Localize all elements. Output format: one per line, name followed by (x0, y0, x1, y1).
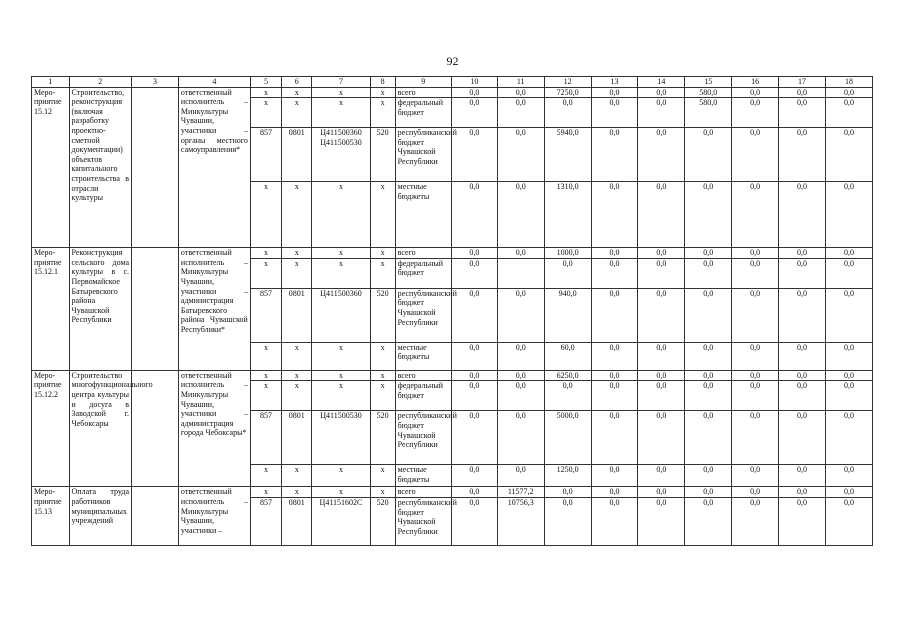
value-col-18: 0,0 (825, 487, 872, 498)
value-col-14: 0,0 (638, 465, 685, 487)
value-col-17: 0,0 (779, 370, 826, 381)
page-number: 92 (446, 54, 459, 68)
value-col-12: 1250,0 (544, 465, 591, 487)
value-col-15: 0,0 (685, 248, 732, 259)
measure-name: Строительство, реконструкция (включая разработку проектно-сметной документации) объектов капитального строительства в отрасли культуры (69, 87, 132, 248)
value-col-17: 0,0 (779, 411, 826, 465)
column-header-5: 5 (250, 77, 281, 88)
column-header-12: 12 (544, 77, 591, 88)
funding-source: всего (395, 248, 451, 259)
value-col-12: 7250,0 (544, 87, 591, 98)
funding-source: всего (395, 87, 451, 98)
code-grbs: 857 (250, 288, 281, 342)
value-col-15: 0,0 (685, 342, 732, 370)
value-col-11: 0,0 (497, 182, 544, 248)
value-col-12: 0,0 (544, 487, 591, 498)
value-col-17: 0,0 (779, 258, 826, 288)
code-target-article: Ц411500530 (312, 411, 370, 465)
code-grbs: x (250, 98, 281, 128)
measure-participants: ответственный исполнитель – Минкультуры Чувашии, участники – администрация Батыревского района Чувашской Республики* (178, 248, 250, 371)
code-expense-type: 520 (370, 411, 395, 465)
value-col-16: 0,0 (732, 370, 779, 381)
column-header-15: 15 (685, 77, 732, 88)
code-section: x (282, 381, 312, 411)
code-grbs: x (250, 87, 281, 98)
value-col-15: 0,0 (685, 288, 732, 342)
measure-label: Меро-приятие 15.12.2 (32, 370, 70, 487)
value-col-18: 0,0 (825, 182, 872, 248)
value-col-12: 0,0 (544, 381, 591, 411)
value-col-14: 0,0 (638, 288, 685, 342)
code-grbs: 857 (250, 497, 281, 545)
value-col-12: 6250,0 (544, 370, 591, 381)
value-col-17: 0,0 (779, 487, 826, 498)
value-col-18: 0,0 (825, 411, 872, 465)
value-col-18: 0,0 (825, 128, 872, 182)
value-col-11: 0,0 (497, 87, 544, 98)
value-col-17: 0,0 (779, 182, 826, 248)
funding-source: местные бюджеты (395, 465, 451, 487)
code-expense-type: x (370, 248, 395, 259)
value-col-11: 0,0 (497, 342, 544, 370)
value-col-10: 0,0 (451, 128, 497, 182)
value-col-14: 0,0 (638, 370, 685, 381)
code-section: x (282, 98, 312, 128)
value-col-13: 0,0 (591, 411, 638, 465)
funding-source: местные бюджеты (395, 182, 451, 248)
value-col-18: 0,0 (825, 87, 872, 98)
funding-source: федеральный бюджет (395, 381, 451, 411)
code-target-article: x (312, 487, 370, 498)
measure-name: Реконструкция сельского дома культуры в с. Первомайское Батыревского района Чувашской Республики (69, 248, 132, 371)
value-col-12: 0,0 (544, 258, 591, 288)
value-col-14: 0,0 (638, 381, 685, 411)
value-col-16: 0,0 (732, 381, 779, 411)
value-col-14: 0,0 (638, 342, 685, 370)
value-col-16: 0,0 (732, 87, 779, 98)
code-target-article: x (312, 87, 370, 98)
measure-participants: ответственный исполнитель – Минкультуры Чувашии, участники – (178, 487, 250, 546)
code-section: 0801 (282, 288, 312, 342)
value-col-10: 0,0 (451, 98, 497, 128)
value-col-12: 0,0 (544, 497, 591, 545)
code-target-article: x (312, 342, 370, 370)
code-expense-type: 520 (370, 497, 395, 545)
value-col-13: 0,0 (591, 258, 638, 288)
measure-label: Меро-приятие 15.12.1 (32, 248, 70, 371)
value-col-18: 0,0 (825, 497, 872, 545)
code-section: 0801 (282, 497, 312, 545)
value-col-15: 0,0 (685, 370, 732, 381)
code-section: x (282, 465, 312, 487)
code-target-article: Ц411500360 Ц411500530 (312, 128, 370, 182)
code-expense-type: x (370, 487, 395, 498)
value-col-18: 0,0 (825, 381, 872, 411)
code-target-article: x (312, 182, 370, 248)
value-col-13: 0,0 (591, 370, 638, 381)
value-col-11: 0,0 (497, 370, 544, 381)
value-col-10: 0,0 (451, 497, 497, 545)
code-expense-type: 520 (370, 128, 395, 182)
value-col-10: 0,0 (451, 381, 497, 411)
value-col-18: 0,0 (825, 465, 872, 487)
code-expense-type: x (370, 465, 395, 487)
value-col-18: 0,0 (825, 342, 872, 370)
column-header-14: 14 (638, 77, 685, 88)
value-col-18: 0,0 (825, 258, 872, 288)
value-col-10: 0,0 (451, 182, 497, 248)
value-col-10: 0,0 (451, 487, 497, 498)
value-col-17: 0,0 (779, 342, 826, 370)
measure-participants: ответственный исполнитель – Минкультуры Чувашии, участники – администрация города Чебоксары* (178, 370, 250, 487)
code-section: x (282, 370, 312, 381)
code-section: x (282, 342, 312, 370)
column-header-16: 16 (732, 77, 779, 88)
funding-source: республиканский бюджет Чувашской Республики (395, 411, 451, 465)
code-section: x (282, 182, 312, 248)
code-section: x (282, 487, 312, 498)
funding-source: федеральный бюджет (395, 98, 451, 128)
code-grbs: x (250, 248, 281, 259)
code-target-article: x (312, 370, 370, 381)
value-col-17: 0,0 (779, 87, 826, 98)
value-col-13: 0,0 (591, 182, 638, 248)
value-col-15: 0,0 (685, 128, 732, 182)
value-col-10: 0,0 (451, 342, 497, 370)
empty-column-3 (132, 87, 179, 248)
value-col-18: 0,0 (825, 98, 872, 128)
value-col-12: 940,0 (544, 288, 591, 342)
funding-source: местные бюджеты (395, 342, 451, 370)
value-col-11: 0,0 (497, 381, 544, 411)
column-header-9: 9 (395, 77, 451, 88)
empty-column-3 (132, 487, 179, 546)
value-col-17: 0,0 (779, 248, 826, 259)
value-col-14: 0,0 (638, 248, 685, 259)
value-col-16: 0,0 (732, 248, 779, 259)
value-col-13: 0,0 (591, 98, 638, 128)
column-header-3: 3 (132, 77, 179, 88)
value-col-14: 0,0 (638, 87, 685, 98)
value-col-17: 0,0 (779, 98, 826, 128)
value-col-14: 0,0 (638, 411, 685, 465)
value-col-13: 0,0 (591, 87, 638, 98)
value-col-13: 0,0 (591, 288, 638, 342)
funding-source: республиканский бюджет Чувашской Республики (395, 497, 451, 545)
value-col-17: 0,0 (779, 381, 826, 411)
value-col-18: 0,0 (825, 370, 872, 381)
budget-table (31, 76, 873, 546)
column-header-17: 17 (779, 77, 826, 88)
measure-name: Строительство многофункционального центра культуры и досуга в Заводской г. Чебоксары (69, 370, 132, 487)
value-col-14: 0,0 (638, 497, 685, 545)
code-target-article: x (312, 258, 370, 288)
value-col-11: 10756,3 (497, 497, 544, 545)
code-expense-type: x (370, 98, 395, 128)
table-row (32, 248, 873, 259)
value-col-12: 0,0 (544, 98, 591, 128)
value-col-10: 0,0 (451, 370, 497, 381)
value-col-16: 0,0 (732, 182, 779, 248)
code-expense-type: x (370, 182, 395, 248)
funding-source: республиканский бюджет Чувашской Республики (395, 128, 451, 182)
code-grbs: 857 (250, 128, 281, 182)
value-col-11: 0,0 (497, 411, 544, 465)
measure-name: Оплата труда работников муниципальных учреждений (69, 487, 132, 546)
value-col-12: 1000,0 (544, 248, 591, 259)
value-col-17: 0,0 (779, 465, 826, 487)
code-section: x (282, 258, 312, 288)
value-col-16: 0,0 (732, 342, 779, 370)
code-target-article: Ц411500360 (312, 288, 370, 342)
funding-source: всего (395, 370, 451, 381)
value-col-13: 0,0 (591, 381, 638, 411)
value-col-16: 0,0 (732, 465, 779, 487)
measure-label: Меро-приятие 15.12 (32, 87, 70, 248)
code-expense-type: x (370, 342, 395, 370)
value-col-15: 0,0 (685, 497, 732, 545)
code-target-article: x (312, 248, 370, 259)
measure-label: Меро-приятие 15.13 (32, 487, 70, 546)
value-col-17: 0,0 (779, 288, 826, 342)
funding-source: всего (395, 487, 451, 498)
value-col-11: 0,0 (497, 465, 544, 487)
table-row (32, 370, 873, 381)
value-col-13: 0,0 (591, 248, 638, 259)
value-col-10: 0,0 (451, 288, 497, 342)
column-header-6: 6 (282, 77, 312, 88)
value-col-11: 0,0 (497, 128, 544, 182)
code-grbs: 857 (250, 411, 281, 465)
value-col-18: 0,0 (825, 248, 872, 259)
value-col-16: 0,0 (732, 497, 779, 545)
value-col-11: 0,0 (497, 98, 544, 128)
code-grbs: x (250, 182, 281, 248)
code-grbs: x (250, 381, 281, 411)
measure-participants: ответственный исполнитель – Минкультуры Чувашии, участники – органы местного самоуправления* (178, 87, 250, 248)
column-header-13: 13 (591, 77, 638, 88)
code-target-article: x (312, 465, 370, 487)
value-col-14: 0,0 (638, 487, 685, 498)
value-col-13: 0,0 (591, 497, 638, 545)
value-col-15: 580,0 (685, 87, 732, 98)
code-grbs: x (250, 370, 281, 381)
code-expense-type: x (370, 370, 395, 381)
code-expense-type: 520 (370, 288, 395, 342)
value-col-16: 0,0 (732, 288, 779, 342)
code-expense-type: x (370, 381, 395, 411)
value-col-14: 0,0 (638, 182, 685, 248)
empty-column-3 (132, 248, 179, 371)
value-col-12: 60,0 (544, 342, 591, 370)
column-number-row (32, 77, 873, 88)
code-expense-type: x (370, 258, 395, 288)
code-section: x (282, 248, 312, 259)
code-section: 0801 (282, 128, 312, 182)
column-header-8: 8 (370, 77, 395, 88)
value-col-17: 0,0 (779, 128, 826, 182)
value-col-15: 0,0 (685, 411, 732, 465)
code-grbs: x (250, 465, 281, 487)
code-section: x (282, 87, 312, 98)
code-target-article: x (312, 98, 370, 128)
column-header-4: 4 (178, 77, 250, 88)
table-row (32, 87, 873, 98)
column-header-7: 7 (312, 77, 370, 88)
code-target-article: x (312, 381, 370, 411)
code-target-article: Ц41151602С (312, 497, 370, 545)
column-header-2: 2 (69, 77, 132, 88)
value-col-15: 0,0 (685, 465, 732, 487)
value-col-15: 0,0 (685, 182, 732, 248)
value-col-14: 0,0 (638, 98, 685, 128)
value-col-10: 0,0 (451, 258, 497, 288)
value-col-14: 0,0 (638, 258, 685, 288)
value-col-12: 1310,0 (544, 182, 591, 248)
code-grbs: x (250, 487, 281, 498)
value-col-10: 0,0 (451, 87, 497, 98)
column-header-11: 11 (497, 77, 544, 88)
value-col-16: 0,0 (732, 487, 779, 498)
value-col-17: 0,0 (779, 497, 826, 545)
value-col-16: 0,0 (732, 98, 779, 128)
value-col-15: 0,0 (685, 487, 732, 498)
value-col-15: 580,0 (685, 98, 732, 128)
value-col-10: 0,0 (451, 465, 497, 487)
column-header-10: 10 (451, 77, 497, 88)
code-grbs: x (250, 258, 281, 288)
value-col-11: 11577,2 (497, 487, 544, 498)
value-col-10: 0,0 (451, 248, 497, 259)
value-col-12: 5940,0 (544, 128, 591, 182)
code-section: 0801 (282, 411, 312, 465)
value-col-13: 0,0 (591, 487, 638, 498)
value-col-15: 0,0 (685, 381, 732, 411)
value-col-11 (497, 258, 544, 288)
code-expense-type: x (370, 87, 395, 98)
value-col-10: 0,0 (451, 411, 497, 465)
value-col-14: 0,0 (638, 128, 685, 182)
value-col-11: 0,0 (497, 248, 544, 259)
funding-source: федеральный бюджет (395, 258, 451, 288)
value-col-12: 5000,0 (544, 411, 591, 465)
value-col-16: 0,0 (732, 258, 779, 288)
column-header-18: 18 (825, 77, 872, 88)
value-col-18: 0,0 (825, 288, 872, 342)
column-header-1: 1 (32, 77, 70, 88)
table-row (32, 487, 873, 498)
funding-source: республиканский бюджет Чувашской Республики (395, 288, 451, 342)
value-col-13: 0,0 (591, 342, 638, 370)
value-col-13: 0,0 (591, 128, 638, 182)
value-col-16: 0,0 (732, 411, 779, 465)
value-col-11: 0,0 (497, 288, 544, 342)
value-col-15: 0,0 (685, 258, 732, 288)
code-grbs: x (250, 342, 281, 370)
value-col-13: 0,0 (591, 465, 638, 487)
value-col-16: 0,0 (732, 128, 779, 182)
